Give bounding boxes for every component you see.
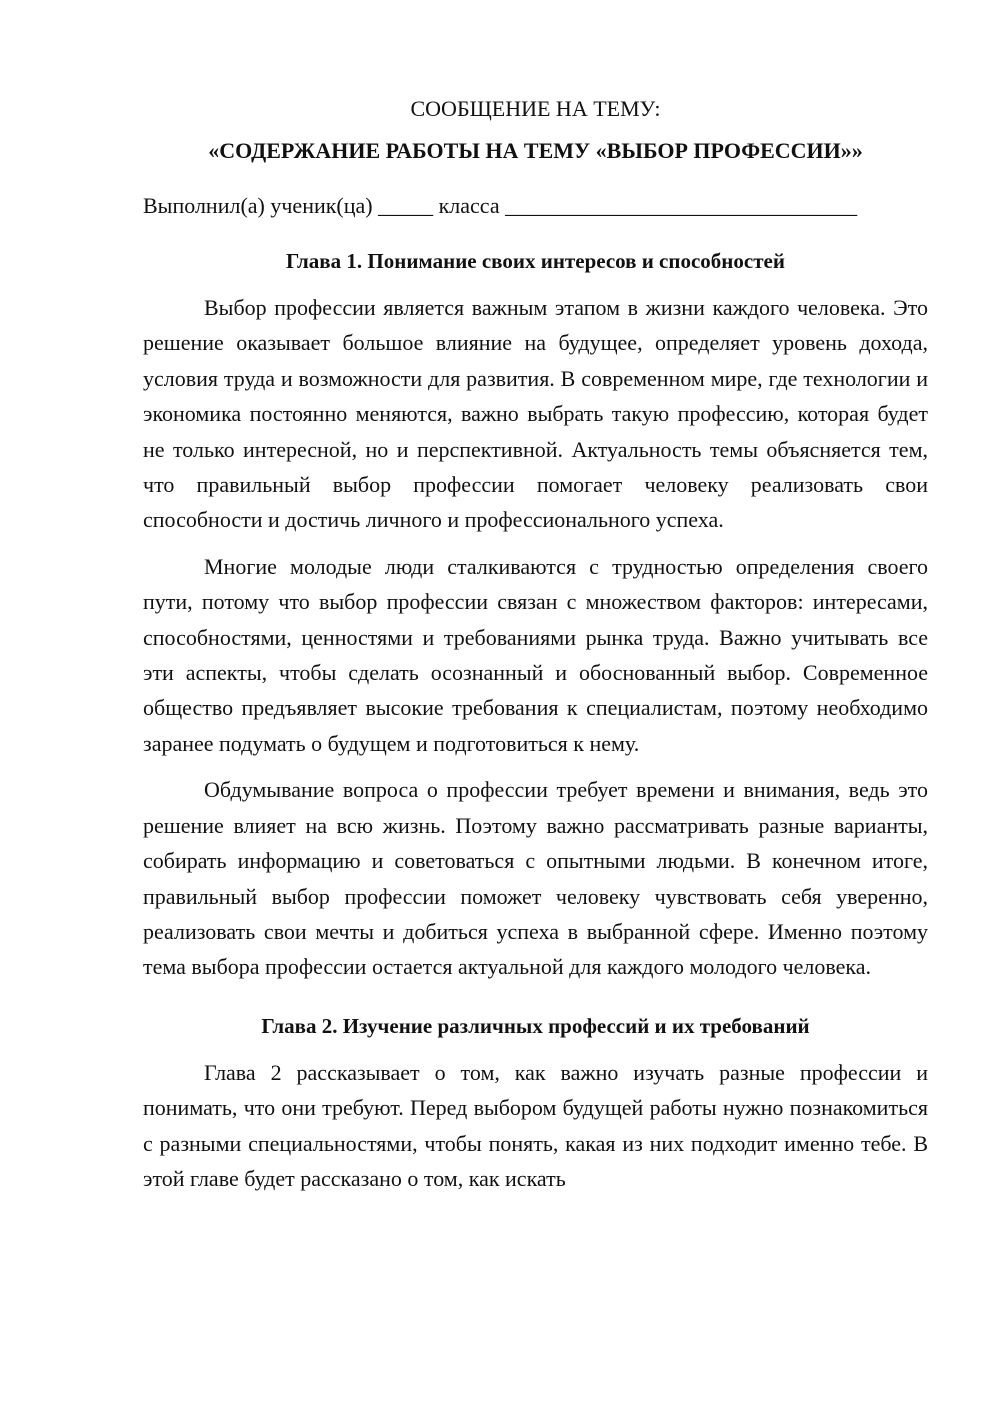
document-title-line-2: «СОДЕРЖАНИЕ РАБОТЫ НА ТЕМУ «ВЫБОР ПРОФЕССИИ»»: [208, 138, 863, 163]
paragraph: Многие молодые люди сталкиваются с трудностью определения своего пути, потому что выбор профессии связан с множеством факторов: интересами, способностями, ценностями и требованиями рынка труда. Важно учитывать все эти аспекты, чтобы сделать осознанный и обоснованный выбор. Современное общество предъявляет высокие требования к специалистам, поэтому необходимо заранее подумать о будущем и подготовиться к нему.: [143, 553, 928, 756]
chapter-heading: Глава 1. Понимание своих интересов и способностей: [286, 249, 785, 273]
document-page: [143, 94, 928, 1207]
paragraph: Глава 2 рассказывает о том, как важно изучать разные профессии и понимать, что они требуют. Перед выбором будущей работы нужно познакомиться с разными специальностями, чтобы понять, какая из них подходит именно тебе. В этой главе будет рассказано о том, как искать: [143, 1059, 928, 1191]
author-line: Выполнил(а) ученик(ца) _____ класса ________________________________: [143, 193, 858, 218]
chapter-2: [143, 1011, 928, 1197]
paragraph: Обдумывание вопроса о профессии требует времени и внимания, ведь это решение влияет на всю жизнь. Поэтому важно рассматривать разные варианты, собирать информацию и советоваться с опытными людьми. В конечном итоге, правильный выбор профессии поможет человеку чувствовать себя уверенно, реализовать свои мечты и добиться успеха в выбранной сфере. Именно поэтому тема выбора профессии остается актуальной для каждого молодого человека.: [143, 777, 928, 980]
paragraph: Выбор профессии является важным этапом в жизни каждого человека. Это решение оказывает большое влияние на будущее, определяет уровень дохода, условия труда и возможности для развития. В современном мире, где технологии и экономика постоянно меняются, важно выбрать такую профессию, которая будет не только интересной, но и перспективной. Актуальность темы объясняется тем, что правильный выбор профессии помогает человеку реализовать свои способности и достичь личного и профессионального успеха.: [143, 295, 928, 533]
chapter-heading: Глава 2. Изучение различных профессий и их требований: [261, 1013, 810, 1038]
chapter-1: [143, 246, 928, 985]
document-title-line-1: СООБЩЕНИЕ НА ТЕМУ:: [410, 96, 661, 121]
